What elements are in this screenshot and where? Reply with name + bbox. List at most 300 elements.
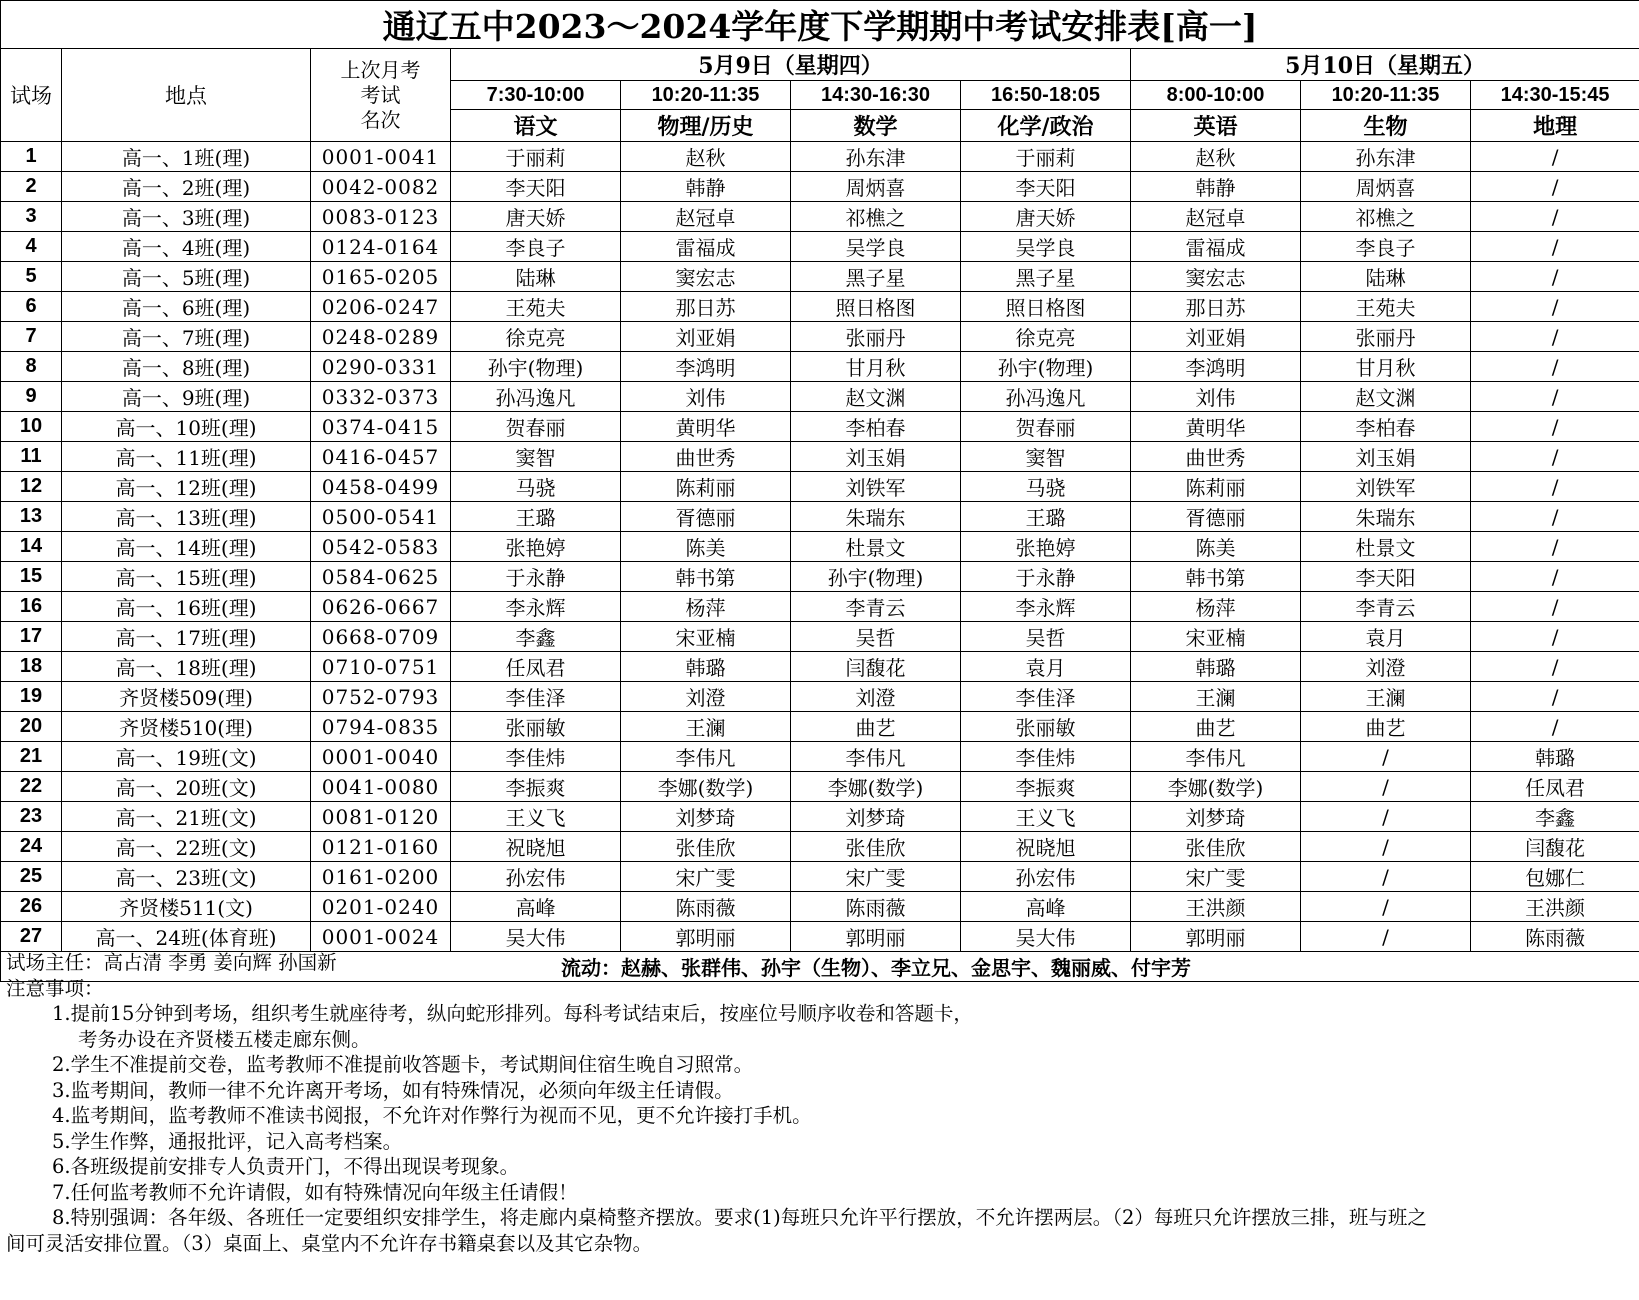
room-number: 8 bbox=[1, 352, 62, 382]
proctor-cell: 杨萍 bbox=[1131, 592, 1301, 622]
table-row bbox=[1, 862, 1639, 892]
rank-range: 0201-0240 bbox=[311, 892, 451, 922]
proctor-cell: 任凤君 bbox=[1471, 772, 1639, 802]
proctor-cell: 李伟凡 bbox=[621, 742, 791, 772]
proctor-cell: / bbox=[1471, 682, 1639, 712]
proctor-cell: 祁樵之 bbox=[1301, 202, 1471, 232]
room-number: 12 bbox=[1, 472, 62, 502]
proctor-cell: 刘澄 bbox=[791, 682, 961, 712]
proctor-cell: 高峰 bbox=[961, 892, 1131, 922]
proctor-cell: 刘伟 bbox=[1131, 382, 1301, 412]
room-location: 高一、20班(文) bbox=[62, 772, 311, 802]
proctor-cell: / bbox=[1471, 202, 1639, 232]
proctor-cell: 孙东津 bbox=[1301, 142, 1471, 172]
proctor-cell: 雷福成 bbox=[621, 232, 791, 262]
proctor-cell: / bbox=[1471, 532, 1639, 562]
room-location: 高一、6班(理) bbox=[62, 292, 311, 322]
rank-range: 0710-0751 bbox=[311, 652, 451, 682]
proctor-cell: 李佳炜 bbox=[961, 742, 1131, 772]
proctor-cell: 刘梦琦 bbox=[621, 802, 791, 832]
proctor-cell: 刘亚娟 bbox=[1131, 322, 1301, 352]
proctor-cell: 李永辉 bbox=[451, 592, 621, 622]
header-prev-rank-line1: 上次月考 bbox=[340, 57, 421, 82]
rank-range: 0332-0373 bbox=[311, 382, 451, 412]
table-row bbox=[1, 682, 1639, 712]
room-location: 齐贤楼510(理) bbox=[62, 712, 311, 742]
room-location: 高一、5班(理) bbox=[62, 262, 311, 292]
room-number: 20 bbox=[1, 712, 62, 742]
proctor-cell: 闫馥花 bbox=[791, 652, 961, 682]
rank-range: 0542-0583 bbox=[311, 532, 451, 562]
proctor-cell: 赵文渊 bbox=[1301, 382, 1471, 412]
proctor-cell: 李天阳 bbox=[961, 172, 1131, 202]
proctor-cell: 郭明丽 bbox=[791, 922, 961, 952]
proctor-cell: 袁月 bbox=[1301, 622, 1471, 652]
proctor-cell: 徐克亮 bbox=[961, 322, 1131, 352]
proctor-cell: 黑子星 bbox=[961, 262, 1131, 292]
proctor-cell: 陈美 bbox=[1131, 532, 1301, 562]
proctor-cell: 曲世秀 bbox=[621, 442, 791, 472]
note-item: 考务办设在齐贤楼五楼走廊东侧。 bbox=[78, 1027, 371, 1051]
room-number: 10 bbox=[1, 412, 62, 442]
header-room: 试场 bbox=[1, 49, 62, 142]
header-time: 10:20-11:35 bbox=[1301, 81, 1471, 110]
room-number: 1 bbox=[1, 142, 62, 172]
room-location: 高一、23班(文) bbox=[62, 862, 311, 892]
proctor-cell: 甘月秋 bbox=[791, 352, 961, 382]
proctor-cell: 赵冠卓 bbox=[1131, 202, 1301, 232]
proctor-cell: 李佳泽 bbox=[961, 682, 1131, 712]
note-item: 3.监考期间，教师一律不允许离开考场，如有特殊情况，必须向年级主任请假。 bbox=[52, 1078, 734, 1102]
room-location: 高一、14班(理) bbox=[62, 532, 311, 562]
proctor-cell: 李柏春 bbox=[791, 412, 961, 442]
proctor-cell: / bbox=[1471, 322, 1639, 352]
proctor-cell: / bbox=[1301, 832, 1471, 862]
proctor-cell: 陈美 bbox=[621, 532, 791, 562]
proctor-cell: 王洪颜 bbox=[1131, 892, 1301, 922]
proctor-cell: 朱瑞东 bbox=[791, 502, 961, 532]
proctor-cell: 张佳欣 bbox=[621, 832, 791, 862]
proctor-cell: 包娜仁 bbox=[1471, 862, 1639, 892]
room-location: 高一、11班(理) bbox=[62, 442, 311, 472]
header-subject: 化学/政治 bbox=[961, 110, 1131, 142]
proctor-cell: 李青云 bbox=[791, 592, 961, 622]
table-row bbox=[1, 412, 1639, 442]
proctor-cell: 王澜 bbox=[1131, 682, 1301, 712]
header-subject: 物理/历史 bbox=[621, 110, 791, 142]
header-day-2: 5月10日（星期五） bbox=[1131, 49, 1639, 81]
proctor-cell: 李伟凡 bbox=[791, 742, 961, 772]
proctor-cell: 曲艺 bbox=[1131, 712, 1301, 742]
proctor-cell: / bbox=[1301, 802, 1471, 832]
proctor-cell: 李鸿明 bbox=[621, 352, 791, 382]
proctor-cell: 陈雨薇 bbox=[791, 892, 961, 922]
proctor-cell: 韩璐 bbox=[621, 652, 791, 682]
table-row bbox=[1, 382, 1639, 412]
proctor-cell: 刘澄 bbox=[1301, 652, 1471, 682]
rank-range: 0001-0041 bbox=[311, 142, 451, 172]
proctor-cell: 张丽丹 bbox=[1301, 322, 1471, 352]
proctor-cell: 那日苏 bbox=[621, 292, 791, 322]
proctor-cell: 于永静 bbox=[451, 562, 621, 592]
proctor-cell: 张佳欣 bbox=[791, 832, 961, 862]
rank-range: 0206-0247 bbox=[311, 292, 451, 322]
proctor-cell: 李天阳 bbox=[451, 172, 621, 202]
proctor-cell: / bbox=[1471, 622, 1639, 652]
proctor-cell: / bbox=[1471, 592, 1639, 622]
proctor-cell: 马骁 bbox=[451, 472, 621, 502]
proctor-cell: / bbox=[1301, 892, 1471, 922]
proctor-cell: 陈雨薇 bbox=[1471, 922, 1639, 952]
room-number: 4 bbox=[1, 232, 62, 262]
proctor-cell: 刘亚娟 bbox=[621, 322, 791, 352]
proctor-cell: 吴大伟 bbox=[961, 922, 1131, 952]
table-row bbox=[1, 262, 1639, 292]
proctor-cell: 韩璐 bbox=[1471, 742, 1639, 772]
proctor-cell: 于永静 bbox=[961, 562, 1131, 592]
rank-range: 0584-0625 bbox=[311, 562, 451, 592]
proctor-cell: 李永辉 bbox=[961, 592, 1131, 622]
room-number: 15 bbox=[1, 562, 62, 592]
proctor-cell: 李柏春 bbox=[1301, 412, 1471, 442]
rank-range: 0290-0331 bbox=[311, 352, 451, 382]
proctor-cell: 贺春丽 bbox=[451, 412, 621, 442]
proctor-cell: 赵秋 bbox=[621, 142, 791, 172]
proctor-cell: 韩书第 bbox=[1131, 562, 1301, 592]
proctor-cell: 贺春丽 bbox=[961, 412, 1131, 442]
room-number: 7 bbox=[1, 322, 62, 352]
supervisors: 试场主任：高占清 李勇 姜向辉 孙国新 bbox=[6, 951, 337, 974]
rank-range: 0124-0164 bbox=[311, 232, 451, 262]
proctor-cell: 郭明丽 bbox=[621, 922, 791, 952]
room-number: 27 bbox=[1, 922, 62, 952]
proctor-cell: 杜景文 bbox=[791, 532, 961, 562]
room-number: 22 bbox=[1, 772, 62, 802]
proctor-cell: 韩静 bbox=[1131, 172, 1301, 202]
table-row bbox=[1, 472, 1639, 502]
proctor-cell: 韩璐 bbox=[1131, 652, 1301, 682]
room-number: 18 bbox=[1, 652, 62, 682]
proctor-cell: 于丽莉 bbox=[961, 142, 1131, 172]
proctor-cell: 甘月秋 bbox=[1301, 352, 1471, 382]
header-subject: 生物 bbox=[1301, 110, 1471, 142]
room-location: 高一、10班(理) bbox=[62, 412, 311, 442]
table-row bbox=[1, 292, 1639, 322]
proctor-cell: / bbox=[1301, 922, 1471, 952]
proctor-cell: 黄明华 bbox=[621, 412, 791, 442]
table-row bbox=[1, 772, 1639, 802]
proctor-cell: 张佳欣 bbox=[1131, 832, 1301, 862]
note-item: 8.特别强调：各年级、各班任一定要组织安排学生，将走廊内桌椅整齐摆放。要求(1)每班只允许平行摆放，不允许摆两层。（2）每班只允许摆放三排，班与班之 bbox=[52, 1206, 1427, 1229]
header-subject: 语文 bbox=[451, 110, 621, 142]
proctor-cell: 宋广雯 bbox=[621, 862, 791, 892]
rank-range: 0374-0415 bbox=[311, 412, 451, 442]
proctor-cell: 照日格图 bbox=[791, 292, 961, 322]
room-location: 高一、2班(理) bbox=[62, 172, 311, 202]
proctor-cell: 张艳婷 bbox=[451, 532, 621, 562]
proctor-cell: / bbox=[1471, 292, 1639, 322]
proctor-cell: 李佳泽 bbox=[451, 682, 621, 712]
proctor-cell: 陈莉丽 bbox=[621, 472, 791, 502]
rank-range: 0458-0499 bbox=[311, 472, 451, 502]
proctor-cell: 曲艺 bbox=[1301, 712, 1471, 742]
room-number: 17 bbox=[1, 622, 62, 652]
proctor-cell: 朱瑞东 bbox=[1301, 502, 1471, 532]
room-location: 高一、19班(文) bbox=[62, 742, 311, 772]
proctor-cell: 祝晓旭 bbox=[451, 832, 621, 862]
proctor-cell: 赵文渊 bbox=[791, 382, 961, 412]
room-location: 高一、7班(理) bbox=[62, 322, 311, 352]
proctor-cell: / bbox=[1471, 442, 1639, 472]
note-item: 6.各班级提前安排专人负责开门，不得出现误考现象。 bbox=[52, 1155, 520, 1178]
room-number: 23 bbox=[1, 802, 62, 832]
proctor-cell: 李振爽 bbox=[961, 772, 1131, 802]
proctor-cell: / bbox=[1471, 562, 1639, 592]
proctor-cell: 李振爽 bbox=[451, 772, 621, 802]
proctor-cell: 王洪颜 bbox=[1471, 892, 1639, 922]
proctor-cell: 张艳婷 bbox=[961, 532, 1131, 562]
room-location: 高一、8班(理) bbox=[62, 352, 311, 382]
proctor-cell: 任凤君 bbox=[451, 652, 621, 682]
proctor-cell: / bbox=[1301, 772, 1471, 802]
rank-range: 0248-0289 bbox=[311, 322, 451, 352]
note-item: 7.任何监考教师不允许请假，如有特殊情况向年级主任请假！ bbox=[52, 1180, 578, 1204]
proctor-cell: 刘玉娟 bbox=[1301, 442, 1471, 472]
proctor-cell: 陈莉丽 bbox=[1131, 472, 1301, 502]
proctor-cell: 吴学良 bbox=[961, 232, 1131, 262]
proctor-cell: 宋亚楠 bbox=[621, 622, 791, 652]
proctor-cell: / bbox=[1471, 172, 1639, 202]
proctor-cell: 张丽敏 bbox=[451, 712, 621, 742]
proctor-cell: 孙冯逸凡 bbox=[961, 382, 1131, 412]
proctor-cell: 李佳炜 bbox=[451, 742, 621, 772]
proctor-cell: 刘伟 bbox=[621, 382, 791, 412]
proctor-cell: 窦宏志 bbox=[621, 262, 791, 292]
proctor-cell: 陈雨薇 bbox=[621, 892, 791, 922]
proctor-cell: 刘梦琦 bbox=[1131, 802, 1301, 832]
proctor-cell: 张丽敏 bbox=[961, 712, 1131, 742]
rank-range: 0001-0024 bbox=[311, 922, 451, 952]
room-number: 2 bbox=[1, 172, 62, 202]
header-prev-rank bbox=[311, 49, 451, 142]
notes-section bbox=[6, 950, 1634, 1256]
header-time: 8:00-10:00 bbox=[1131, 81, 1301, 110]
proctor-cell: 李鑫 bbox=[451, 622, 621, 652]
rank-range: 0626-0667 bbox=[311, 592, 451, 622]
proctor-cell: 王璐 bbox=[961, 502, 1131, 532]
proctor-cell: 王澜 bbox=[621, 712, 791, 742]
table-row bbox=[1, 142, 1639, 172]
room-location: 高一、13班(理) bbox=[62, 502, 311, 532]
table-row bbox=[1, 622, 1639, 652]
proctor-cell: 孙东津 bbox=[791, 142, 961, 172]
header-time: 14:30-16:30 bbox=[791, 81, 961, 110]
proctor-cell: 宋广雯 bbox=[1131, 862, 1301, 892]
proctor-cell: 李良子 bbox=[1301, 232, 1471, 262]
proctor-cell: / bbox=[1471, 382, 1639, 412]
proctor-cell: / bbox=[1471, 412, 1639, 442]
header-day-1: 5月9日（星期四） bbox=[451, 49, 1131, 81]
proctor-cell: 照日格图 bbox=[961, 292, 1131, 322]
room-location: 高一、15班(理) bbox=[62, 562, 311, 592]
page-title: 通辽五中2023～2024学年度下学期期中考试安排表[高一] bbox=[1, 1, 1639, 49]
rank-range: 0161-0200 bbox=[311, 862, 451, 892]
proctor-cell: 王苑夫 bbox=[1301, 292, 1471, 322]
proctor-cell: 曲艺 bbox=[791, 712, 961, 742]
note-item: 2.学生不准提前交卷，监考教师不准提前收答题卡，考试期间住宿生晚自习照常。 bbox=[52, 1053, 754, 1076]
proctor-cell: / bbox=[1301, 742, 1471, 772]
proctor-cell: 窦宏志 bbox=[1131, 262, 1301, 292]
proctor-cell: 陆琳 bbox=[451, 262, 621, 292]
proctor-cell: 孙宏伟 bbox=[451, 862, 621, 892]
room-number: 16 bbox=[1, 592, 62, 622]
proctor-cell: 于丽莉 bbox=[451, 142, 621, 172]
proctor-cell: 杜景文 bbox=[1301, 532, 1471, 562]
proctor-cell: 高峰 bbox=[451, 892, 621, 922]
rank-range: 0165-0205 bbox=[311, 262, 451, 292]
table-row bbox=[1, 322, 1639, 352]
note-item: 5.学生作弊，通报批评，记入高考档案。 bbox=[52, 1129, 403, 1153]
room-number: 9 bbox=[1, 382, 62, 412]
proctor-cell: 王义飞 bbox=[451, 802, 621, 832]
proctor-cell: 王苑夫 bbox=[451, 292, 621, 322]
header-subject: 英语 bbox=[1131, 110, 1301, 142]
proctor-cell: 陆琳 bbox=[1301, 262, 1471, 292]
proctor-cell: 赵秋 bbox=[1131, 142, 1301, 172]
rank-range: 0121-0160 bbox=[311, 832, 451, 862]
proctor-cell: 闫馥花 bbox=[1471, 832, 1639, 862]
table-row bbox=[1, 592, 1639, 622]
proctor-cell: 韩书第 bbox=[621, 562, 791, 592]
proctor-cell: 徐克亮 bbox=[451, 322, 621, 352]
rank-range: 0752-0793 bbox=[311, 682, 451, 712]
proctor-cell: 刘玉娟 bbox=[791, 442, 961, 472]
proctor-cell: 唐天娇 bbox=[961, 202, 1131, 232]
proctor-cell: 袁月 bbox=[961, 652, 1131, 682]
note-item: 1.提前15分钟到考场，组织考生就座待考，纵向蛇形排列。每科考试结束后，按座位号顺序收卷和答题卡， bbox=[52, 1002, 973, 1025]
room-location: 高一、12班(理) bbox=[62, 472, 311, 502]
proctor-cell: 黑子星 bbox=[791, 262, 961, 292]
note-item-continued: 间可灵活安排位置。（3）桌面上、桌堂内不允许存书籍桌套以及其它杂物。 bbox=[6, 1231, 653, 1255]
header-prev-rank-line2: 考试 bbox=[360, 82, 401, 107]
proctor-cell: 马骁 bbox=[961, 472, 1131, 502]
proctor-cell: 祝晓旭 bbox=[961, 832, 1131, 862]
note-item: 4.监考期间，监考教师不准读书阅报，不允许对作弊行为视而不见，更不允许接打手机。 bbox=[52, 1104, 812, 1127]
room-location: 齐贤楼509(理) bbox=[62, 682, 311, 712]
table-row bbox=[1, 832, 1639, 862]
proctor-cell: 胥德丽 bbox=[621, 502, 791, 532]
proctor-cell: 王澜 bbox=[1301, 682, 1471, 712]
proctor-cell: 王义飞 bbox=[961, 802, 1131, 832]
proctor-cell: 孙宇(物理) bbox=[791, 562, 961, 592]
proctor-cell: 周炳喜 bbox=[1301, 172, 1471, 202]
table-row bbox=[1, 562, 1639, 592]
proctor-cell: 李鑫 bbox=[1471, 802, 1639, 832]
room-number: 3 bbox=[1, 202, 62, 232]
room-location: 高一、24班(体育班) bbox=[62, 922, 311, 952]
proctor-cell: 孙宇(物理) bbox=[451, 352, 621, 382]
table-row bbox=[1, 712, 1639, 742]
proctor-cell: / bbox=[1471, 652, 1639, 682]
table-row bbox=[1, 802, 1639, 832]
table-row bbox=[1, 232, 1639, 262]
rank-range: 0042-0082 bbox=[311, 172, 451, 202]
proctor-cell: 胥德丽 bbox=[1131, 502, 1301, 532]
proctor-cell: 刘澄 bbox=[621, 682, 791, 712]
proctor-cell: 刘铁军 bbox=[1301, 472, 1471, 502]
proctor-cell: / bbox=[1471, 712, 1639, 742]
proctor-cell: 刘铁军 bbox=[791, 472, 961, 502]
proctor-cell: 李青云 bbox=[1301, 592, 1471, 622]
room-location: 高一、4班(理) bbox=[62, 232, 311, 262]
header-prev-rank-line3: 名次 bbox=[360, 107, 401, 132]
notes-title: 注意事项： bbox=[6, 976, 104, 1000]
proctor-cell: 吴哲 bbox=[791, 622, 961, 652]
rank-range: 0416-0457 bbox=[311, 442, 451, 472]
proctor-cell: 吴哲 bbox=[961, 622, 1131, 652]
rank-range: 0041-0080 bbox=[311, 772, 451, 802]
room-location: 高一、3班(理) bbox=[62, 202, 311, 232]
proctor-cell: 韩静 bbox=[621, 172, 791, 202]
rank-range: 0083-0123 bbox=[311, 202, 451, 232]
room-number: 21 bbox=[1, 742, 62, 772]
proctor-cell: 孙冯逸凡 bbox=[451, 382, 621, 412]
header-subject: 地理 bbox=[1471, 110, 1639, 142]
table-row bbox=[1, 442, 1639, 472]
rank-range: 0668-0709 bbox=[311, 622, 451, 652]
proctor-cell: 李伟凡 bbox=[1131, 742, 1301, 772]
proctor-cell: 李娜(数学) bbox=[621, 772, 791, 802]
proctor-cell: 孙宇(物理) bbox=[961, 352, 1131, 382]
proctor-cell: 杨萍 bbox=[621, 592, 791, 622]
proctor-cell: / bbox=[1471, 502, 1639, 532]
rank-range: 0001-0040 bbox=[311, 742, 451, 772]
proctor-cell: 窦智 bbox=[451, 442, 621, 472]
room-location: 高一、17班(理) bbox=[62, 622, 311, 652]
room-number: 14 bbox=[1, 532, 62, 562]
table-row bbox=[1, 532, 1639, 562]
proctor-cell: 孙宏伟 bbox=[961, 862, 1131, 892]
room-number: 24 bbox=[1, 832, 62, 862]
proctor-cell: / bbox=[1301, 862, 1471, 892]
room-number: 19 bbox=[1, 682, 62, 712]
proctor-cell: 那日苏 bbox=[1131, 292, 1301, 322]
room-number: 5 bbox=[1, 262, 62, 292]
room-number: 13 bbox=[1, 502, 62, 532]
table-row bbox=[1, 652, 1639, 682]
header-subject: 数学 bbox=[791, 110, 961, 142]
room-location: 高一、18班(理) bbox=[62, 652, 311, 682]
room-location: 高一、9班(理) bbox=[62, 382, 311, 412]
rank-range: 0500-0541 bbox=[311, 502, 451, 532]
proctor-cell: / bbox=[1471, 142, 1639, 172]
proctor-cell: 李天阳 bbox=[1301, 562, 1471, 592]
room-number: 25 bbox=[1, 862, 62, 892]
rank-range: 0794-0835 bbox=[311, 712, 451, 742]
room-number: 6 bbox=[1, 292, 62, 322]
proctor-cell: 张丽丹 bbox=[791, 322, 961, 352]
room-location: 高一、21班(文) bbox=[62, 802, 311, 832]
table-row bbox=[1, 172, 1639, 202]
table-row bbox=[1, 202, 1639, 232]
proctor-cell: 李娜(数学) bbox=[1131, 772, 1301, 802]
proctor-cell: 郭明丽 bbox=[1131, 922, 1301, 952]
proctor-cell: 曲世秀 bbox=[1131, 442, 1301, 472]
table-row bbox=[1, 892, 1639, 922]
proctor-cell: 唐天娇 bbox=[451, 202, 621, 232]
header-time: 14:30-15:45 bbox=[1471, 81, 1639, 110]
table-row bbox=[1, 502, 1639, 532]
